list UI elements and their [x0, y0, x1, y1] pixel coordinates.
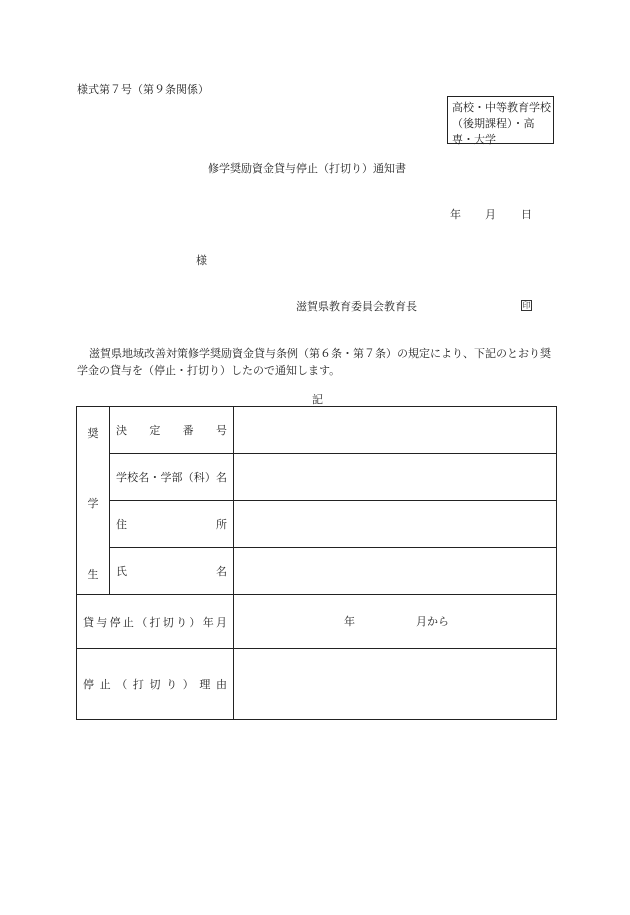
student-label-char: 学: [87, 496, 99, 510]
suspension-month-from-label: 月から: [416, 615, 449, 628]
address-label-cell: [110, 501, 234, 548]
address-label: 住 所: [116, 518, 227, 531]
table-row: [77, 501, 557, 548]
student-label-char: 奨: [87, 426, 99, 440]
suspension-date-label: 貸与停止（打切り）年月: [83, 615, 227, 629]
name-value[interactable]: [234, 548, 557, 595]
body-text: 滋賀県地域改善対策修学奨励資金貸与条例（第６条・第７条）の規定により、下記のとおり奨学金の貸与を（停止・打切り）したので通知します。: [77, 347, 551, 377]
name-label-cell: [110, 548, 234, 595]
table-row: [77, 548, 557, 595]
info-table: [76, 406, 557, 720]
school-faculty-value[interactable]: [234, 454, 557, 501]
seal-mark: 印: [522, 301, 531, 310]
table-row: [77, 595, 557, 649]
student-label-char: 生: [87, 567, 99, 581]
date-month-label: 月: [485, 208, 496, 221]
issuer-name: 滋賀県教育委員会教育長: [296, 300, 417, 313]
table-row: [77, 649, 557, 720]
reason-label-cell: [77, 649, 234, 720]
document-title: 修学奨励資金貸与停止（打切り）通知書: [208, 162, 406, 175]
form-number: 様式第７号（第９条関係）: [77, 83, 209, 96]
suspension-date-label-cell: [77, 595, 234, 649]
address-value[interactable]: [234, 501, 557, 548]
reason-value[interactable]: [234, 649, 557, 720]
table-row: [77, 407, 557, 454]
record-label: 記: [312, 393, 323, 406]
table-row: [77, 454, 557, 501]
date-day-label: 日: [521, 208, 532, 221]
school-faculty-label: 学校名・学部（科）名: [116, 471, 227, 484]
reason-label: 停止（打切り）理由: [83, 678, 227, 691]
decision-number-label: 決 定 番 号: [116, 424, 227, 437]
suspension-date-value[interactable]: [234, 595, 557, 649]
addressee-suffix: 様: [196, 254, 207, 267]
date-year-label: 年: [450, 208, 461, 221]
decision-number-label-cell: [110, 407, 234, 454]
suspension-year-label: 年: [344, 615, 355, 628]
category-box: 高校・中等教育学校（後期課程）・高専・大学: [447, 96, 554, 144]
student-label-cell: [77, 407, 110, 595]
name-label: 氏 名: [116, 565, 227, 578]
decision-number-value[interactable]: [234, 407, 557, 454]
school-faculty-label-cell: [110, 454, 234, 501]
